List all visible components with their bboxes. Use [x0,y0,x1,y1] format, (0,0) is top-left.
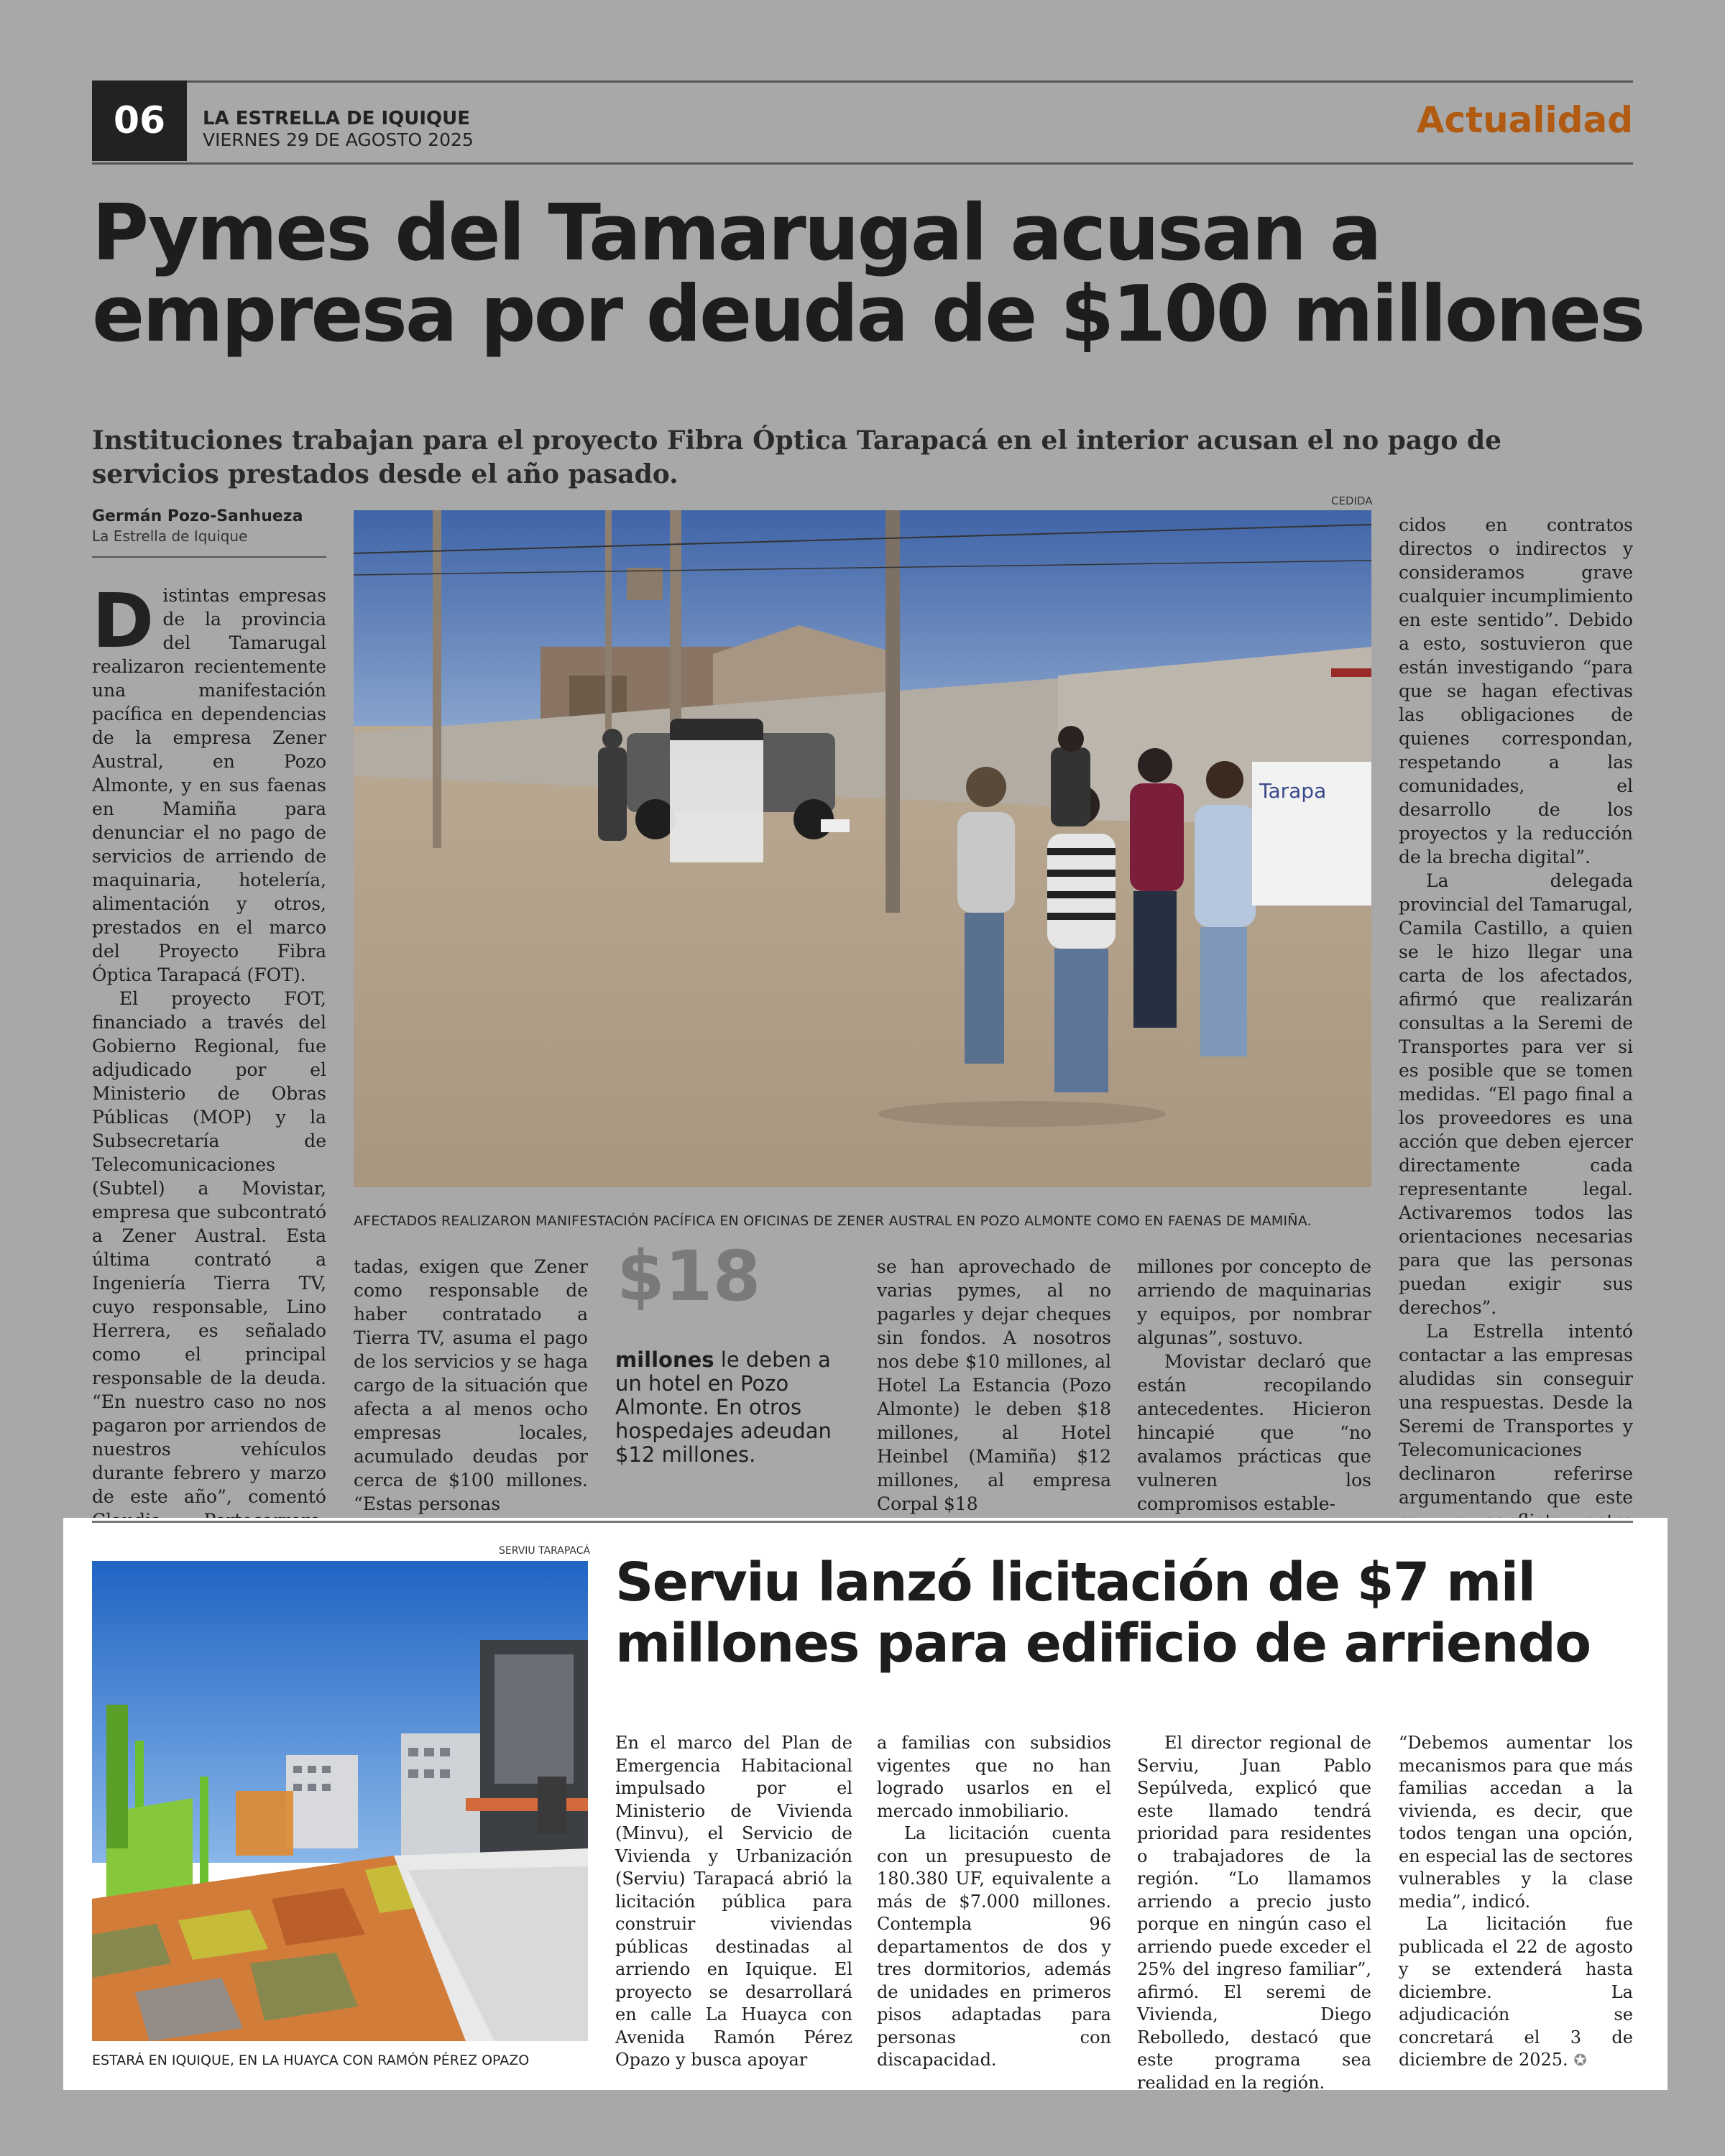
article2-photo-credit: SERVIU TARAPACÁ [499,1545,591,1557]
highlight-body: le deben a un hotel en Pozo Almonte. En otros hospedajes adeudan $12 millones. [615,1348,832,1467]
article2-headline [615,1552,1636,1674]
publication-name: LA ESTRELLA DE IQUIQUE [203,108,470,129]
article2-paragraph: a familias con subsidios vigentes que no han logrado usarlos en el mercado inmobiliario. [877,1733,1111,1821]
article1-column-2 [354,1255,588,1514]
article2-headline-line1: Serviu lanzó licitación de $7 mil [615,1552,1535,1613]
author-rule [92,556,326,558]
article2-paragraph: La licitación cuenta con un presupuesto de 180.380 UF, equivalente a más de $7.000 millones. Contempla 96 departamentos de dos y tres dormitorios, además de unidades en primeros pisos adaptadas para personas con discapacidad. [877,1823,1111,2070]
article2-paragraph: El director regional de Serviu, Juan Pablo Sepúlveda, explicó que este llamado tendrá prioridad para residentes o trabajadores de la región. “Lo llamamos arriendo a precio justo porque en ningún caso el arriendo puede exceder el 25% del ingreso familiar”, afirmó. El seremi de Vivienda, Diego Rebolledo, destacó que este programa sea realidad en la región. [1137,1733,1371,2093]
article2-paragraph [1399,1913,1633,2073]
article1-paragraph: Movistar declaró que están recopilando antecedentes. Hicieron hincapié que “no avalamos prácticas que vulneren los compromisos estable- [1137,1351,1371,1514]
article1-paragraph: se han aprovechado de varias pymes, al no pagarles y dejar cheques sin fondos. A nosotros nos debe $10 millones, al Hotel La Estancia (Pozo Almonte) le deben $18 millones, al Hotel Heinbel (Mamiña) $12 millones, al empresa Corpal $18 [877,1256,1111,1514]
article2-rule [92,1521,1633,1523]
article1-text: istintas empresas de la provincia del Tamarugal realizaron recientemente una manifestación pacífica en dependencias de la empresa Zener Austral, en Pozo Almonte, y en sus faenas en Mamiña para denunciar el no pago de servicios de arriendo de maquinaria, hotelería, alimentación y otros, prestados en el marco del Proyecto Fibra Óptica Tarapacá (FOT). [92,585,326,985]
article1-headline-line1: Pymes del Tamarugal acusan a [92,188,1380,278]
article2-column-1 [615,1732,852,2077]
end-mark-icon: ✪ [1573,2052,1587,2070]
article1-paragraph: cidos en contratos directos o indirectos y consideramos grave cualquier incumplimiento en este sentido”. Debido a esto, sostuvieron que están investigando “para que se hagan efectivas las obligaciones de quienes correspondan, respetando a las comunidades, el desarrollo de los proyectos y la reducción de la brecha digital”. [1399,515,1633,867]
section-label: Actualidad [1416,99,1633,141]
article2-headline-line2: millones para edificio de arriendo [615,1613,1591,1675]
article1-author: Germán Pozo-Sanhueza [92,507,303,525]
article1-column-3 [877,1255,1111,1514]
header-rule [92,162,1633,165]
article1-deck: Instituciones trabajan para el proyecto Fibra Óptica Tarapacá en el interior acusan el no pago de servicios prestados desde el año pasado. [92,425,1502,489]
article1-paragraph: El proyecto FOT, financiado a través del Gobierno Regional, fue adjudicado por el Ministerio de Obras Públicas (MOP) y la Subsecretaría de Telecomunicaciones (Subtel) a Movistar, empresa que subcontrató a Zener Austral. Esta última contrató a Ingeniería Tierra TV, cuyo responsable, Lino Herrera, es señalado como el principal responsable de la deuda. “En nuestro caso no nos pagaron por arriendos de nuestros vehículos durante febrero y marzo de este año”, comentó [92,988,326,1507]
highlight-number: $18 [617,1236,761,1317]
article1-column-1 [92,577,326,1507]
article1-paragraph: La delegada provincial del Tamarugal, Camila Castillo, a quien se le hizo llegar una carta de los afectados, afirmó que realizarán consultas a la Seremi de Transportes para ver si es posible que se tomen medidas. “El pago final a los proveedores es una acción que deben ejercer directamente cada representante legal. Activaremos todos las orientaciones necesarias para que las personas puedan exigir sus derechos”. [1399,870,1633,1318]
article2-column-3 [1137,1732,1371,2093]
dropcap: D [92,577,155,665]
article1-paragraph [92,577,326,987]
article2-text: La licitación fue publicada el 22 de agosto y se extenderá hasta diciembre. La adjudicación se concretará el 3 de diciembre de 2025. [1399,1914,1633,2070]
article2-photo-caption: ESTARÁ EN IQUIQUE, EN LA HUAYCA CON RAMÓN PÉREZ OPAZO [92,2053,530,2068]
article1-column-5 [1399,513,1633,1508]
highlight-text [615,1348,852,1467]
article2-paragraph: “Debemos aumentar los mecanismos para que más familias accedan a la vivienda, es decir, que todos tengan una opción, en especial las de sectores vulnerables y la clase media”, indicó. [1399,1733,1633,1912]
article1-photo-credit: CEDIDA [1331,494,1373,507]
article1-paragraph: millones por concepto de arriendo de maquinarias y equipos, por nombrar algunas”, sostuvo. [1137,1256,1371,1348]
article1-author-org: La Estrella de Iquique [92,528,248,545]
article2-column-4 [1399,1732,1633,2077]
article1-headline-line2: empresa por deuda de $100 millones [92,270,1644,360]
top-rule [92,80,1633,83]
highlight-bold: millones [615,1348,714,1372]
publication-date: VIERNES 29 DE AGOSTO 2025 [203,129,474,150]
article2-paragraph: En el marco del Plan de Emergencia Habitacional impulsado por el Ministerio de Vivienda (Minvu), el Servicio de Vivienda y Urbanización (Serviu) Tarapacá abrió la licitación pública para construir viviendas públicas destinadas al arriendo en Iquique. El proyecto se desarrollará en calle La Huayca con Avenida Ramón Pérez Opazo y busca apoyar [615,1733,852,2070]
article1-photo [354,510,1371,1187]
article2-photo [92,1561,588,2041]
article1-photo-caption: AFECTADOS REALIZARON MANIFESTACIÓN PACÍFICA EN OFICINAS DE ZENER AUSTRAL EN POZO ALMONTE COMO EN FAENAS DE MAMIÑA. [354,1213,1312,1229]
protest-sign-text: Tarapa [1259,779,1327,803]
article2-column-2 [877,1732,1111,2077]
article1-headline [92,188,1644,360]
article1-text: La Estrella intentó contactar a las empresas aludidas sin conseguir una respuestas. Desde la Seremi de Transportes y Telecomunicaciones declinaron referirse argumentando que este [1399,1321,1633,1508]
article1-paragraph: tadas, exigen que Zener como responsable de haber contratado a Tierra TV, asuma el pago de los servicios y se haga cargo de la situación que afecta a al menos ocho empresas locales, acumulado deudas por cerca de $100 millones. “Estas personas [354,1256,588,1514]
article1-column-4 [1137,1255,1371,1514]
page-number: 06 [92,80,187,161]
